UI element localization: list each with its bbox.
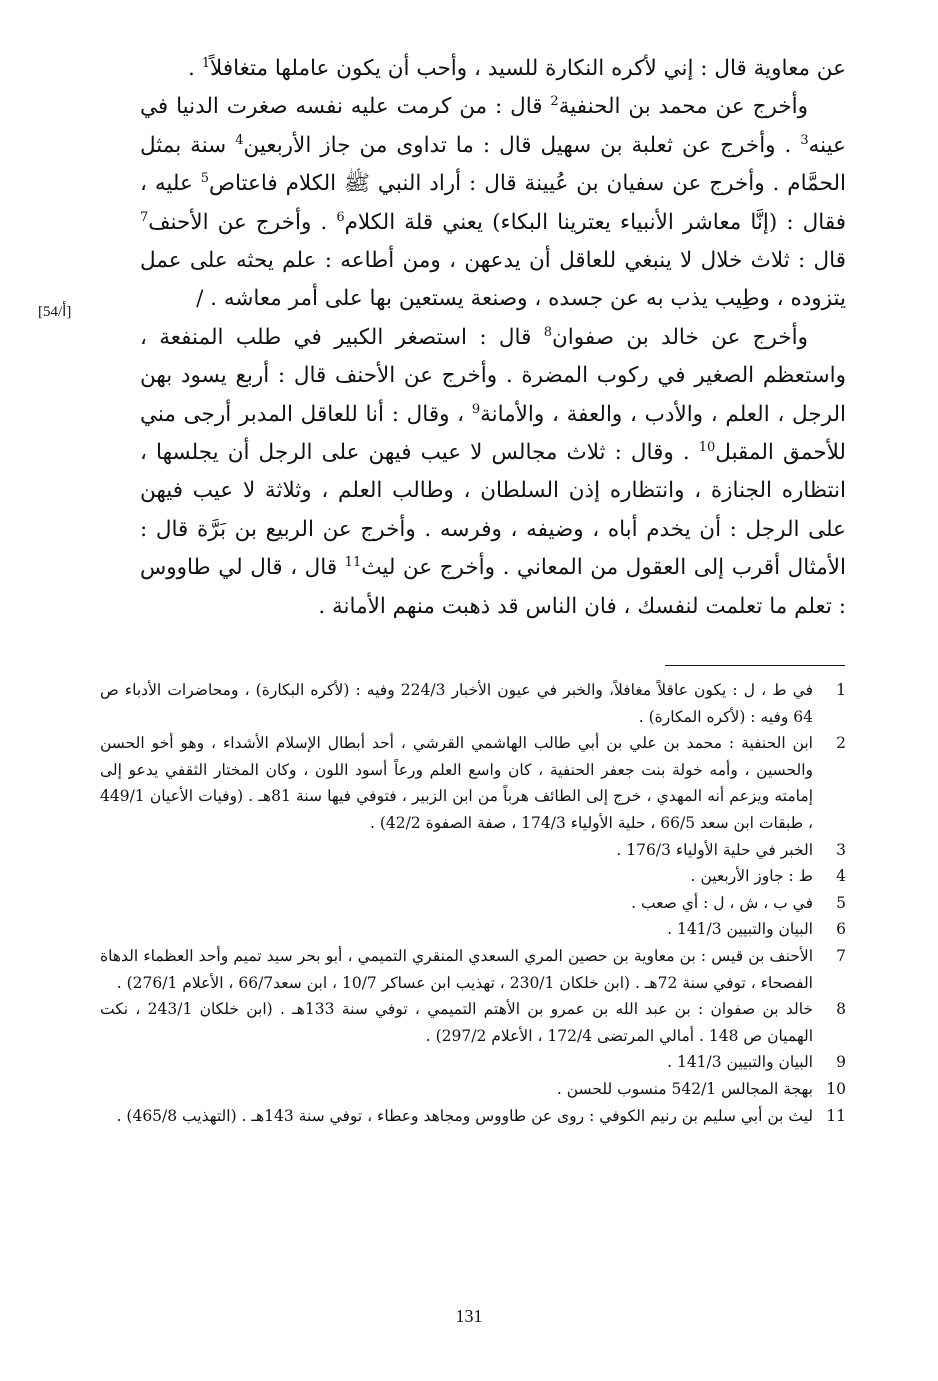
footnote-ref: 4 [235,132,244,148]
footnote-text: خالد بن صفوان : بن عبد الله بن عمرو بن الأهتم التميمي ، توفي سنة 133هـ . (ابن خلكان 243/1 ، نكت الهميان ص 148 . أمالي المرتضى 172/4 ، الأعلام 297/2) . [100,1000,814,1045]
footnote-ref: 7 [140,209,149,225]
footnote-number: 11 [826,1106,846,1125]
footnote-number: 10 [826,1079,846,1098]
footnote-ref: 1 [201,55,210,71]
footnote-number: 6 [836,920,846,939]
footnote-ref: 5 [200,171,209,187]
footnote-text: ط : جاوز الأربعين . [690,867,813,886]
text-run: عليه ، فقال : (إنَّا معاشر الأنبياء يعترينا البكاء) يعني قلة الكلام [140,171,846,235]
footnote-item [100,837,846,864]
footnote-item [100,730,846,836]
footnote-text: ابن الحنفية : محمد بن علي بن أبي طالب الهاشمي القرشي ، أحد أبطال الإسلام الأشداء ، وهو أخو الحسن والحسين ، وأمه خولة بنت جعفر الحنفية ، كان واسع العلم ورعاً أسود اللون ، وكان المختار الثقفي يدعو إلى إمامته ويزعم أنه المهدي ، خرج إلى الطائف هرباً من ابن الزبير ، فتوفي فيها سنة 81هـ . (وفيات الأعيان 449/1 ، طبقات ابن سعد 66/5 ، حلية الأولياء 174/3 ، صفة الصفوة 42/2) . [100,734,813,832]
footnote-number: 7 [836,946,846,965]
footnote-item [100,943,846,996]
text-run: . وأخرج عن الأحنف [148,209,337,235]
page-number: 131 [455,1306,483,1326]
footnote-item [100,1076,846,1103]
footnote-number: 9 [836,1053,846,1072]
footnote-text: البيان والتبيين 141/3 . [667,920,813,939]
text-run: عن معاوية قال : إني لأكره النكارة للسيد ، وأحب أن يكون عاملها متغافلاً [210,56,846,81]
footnote-ref: 10 [698,439,716,455]
footnote-item [100,863,846,890]
footnote-text: في ب ، ش ، ل : أي صعب . [631,893,813,912]
text-run: . وأخرج عن ثعلبة بن سهيل قال : ما تداوى من جاز الأربعين [243,132,801,158]
footnote-ref: 3 [800,132,809,148]
footnote-text: في ط ، ل : يكون عاقلاً مغافلاً، والخبر في عيون الأخبار 224/3 وفيه : (لأكره البكارة) ، ومحاضرات الأدباء ص 64 وفيه : (لأكره المكارة) . [100,681,813,726]
footnote-text: بهجة المجالس 542/1 منسوب للحسن . [556,1079,813,1098]
footnote-text: ليث بن أبي سليم بن رنيم الكوفي : روى عن طاووس ومجاهد وعطاء ، توفي سنة 143هـ . (التهذيب 465/8) . [116,1106,813,1125]
footnote-text: الخبر في حلية الأولياء 176/3 . [616,840,813,859]
text-run: . [188,56,202,81]
text-run: ، وقال : أنا للعاقل المدبر أرجى مني للأحمق المقبل [140,401,846,466]
body-paragraph [140,319,846,626]
footnote-number: 4 [836,867,846,886]
footnote-item [100,916,846,943]
footnote-item [100,1049,846,1076]
footnote-ref: 9 [471,401,481,417]
footnote-ref: 11 [344,555,362,571]
footnote-number: 2 [836,734,846,753]
footnote-number: 1 [836,681,846,699]
footnote-item [100,677,846,730]
text-run: قال : استصغر الكبير في طلب المنفعة ، واستعظم الصغير في ركوب المضرة . وأخرج عن الأحنف قال : أربع يسود بهن الرجل ، العلم ، والأدب ، والعفة ، والأمانة [140,324,846,427]
text-run: قال : من كرمت عليه نفسه صغرت الدنيا في عينه [140,94,846,158]
footnote-ref: 6 [336,209,345,225]
text-run: وأخرج عن خالد بن صفوان [552,324,809,350]
body-paragraph [140,50,846,88]
footnote-item [100,890,846,917]
footnote-text: الأحنف بن قيس : بن معاوية بن حصين المري السعدي المنقري التميمي ، أبو بحر سيد تميم وأحد العظماء الدهاة الفصحاء ، توفي سنة 72هـ . (ابن خلكان 230/1 ، تهذيب ابن عساكر 10/7 ، ابن سعد66/7 ، الأعلام 276/1) . [100,946,813,992]
footnote-ref: 2 [550,94,559,110]
main-text [140,50,846,626]
text-run: وأخرج عن محمد بن الحنفية [558,94,808,120]
text-run: قال : ثلاث خلال لا ينبغي للعاقل أن يدعهن ، ومن أطاعه : علم يحثه على عمل يتزوده ، وطِيب يذب به عن جسده ، وصنعة يستعين بها على أمر معاشه . / [140,248,846,312]
footnote-number: 3 [836,840,846,859]
margin-folio-note: [أ/54] [38,304,72,320]
footnote-item [100,1103,846,1130]
footnote-item [100,996,846,1049]
footnote-number: 8 [836,1000,846,1019]
footnote-text: البيان والتبيين 141/3 . [667,1053,813,1072]
text-run: سنة بمثل الحمَّام . وأخرج عن سفيان بن عُيينة قال : أراد النبي ﷺ الكلام فاعتاص [140,132,846,197]
body-paragraph [140,88,846,318]
footnote-number: 5 [836,893,846,912]
footnote-separator [665,665,845,666]
text-run: قال ، قال لي طاووس : تعلم ما تعلمت لنفسك ، فان الناس قد ذهبت منهم الأمانة . [140,555,846,619]
text-run: . وقال : ثلاث مجالس لا عيب فيهن على الرجل أن يجلسها ، انتظاره الجنازة ، وانتظاره إذن السلطان ، وطالب العلم ، وثلاثة لا عيب فيهن على الرجل : أن يخدم أباه ، وضيفه ، وفرسه . وأخرج عن الربيع بن بَرَّة قال : الأمثال أقرب إلى العقول من المعاني . وأخرج عن ليث [140,440,846,581]
footnotes [100,677,846,1129]
footnote-ref: 8 [543,324,553,340]
